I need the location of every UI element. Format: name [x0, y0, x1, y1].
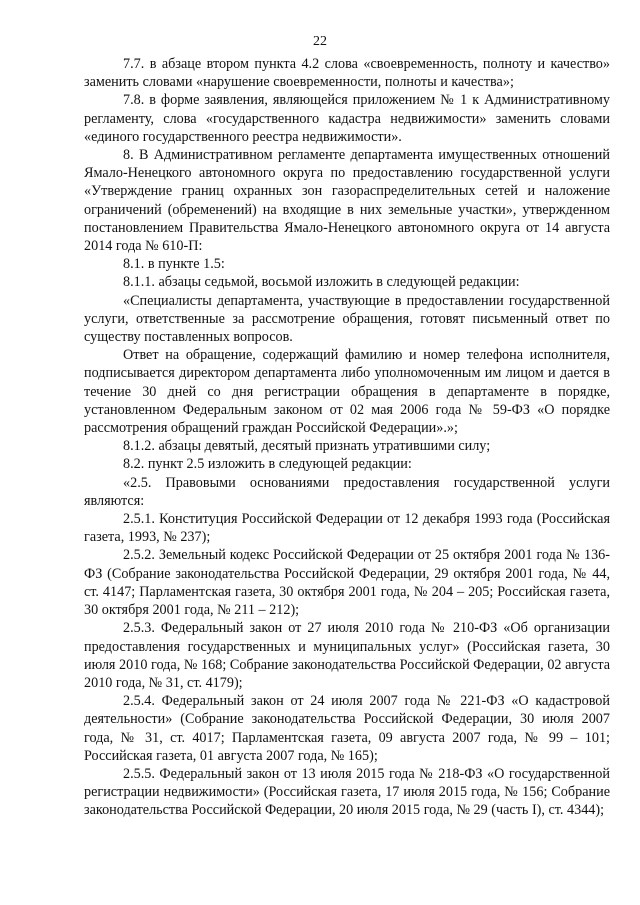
paragraph-specialists: «Специалисты департамента, участвующие в предоставлении государственной услуги, ответственные за рассмотрение обращения, готовят письменный ответ по существу поставленных вопросов. [84, 292, 610, 346]
paragraph-2-5-5: 2.5.5. Федеральный закон от 13 июля 2015 года № 218-ФЗ «О государственной регистрации недвижимости» (Российская газета, 17 июля 2015 года, № 156; Собрание законодательства Российской Федерации, 20 июля 2015 года, № 29 (часть I), ст. 4344); [84, 765, 610, 819]
document-body [84, 55, 610, 820]
paragraph-8-1: 8.1. в пункте 1.5: [123, 256, 225, 273]
paragraph-2-5-3: 2.5.3. Федеральный закон от 27 июля 2010 года № 210-ФЗ «Об организации предоставления государственных и муниципальных услуг» (Российская газета, 30 июля 2010 года, № 168; Собрание законодательства Российской Федерации, 02 августа 2010 года, № 31, ст. 4179); [84, 620, 610, 691]
paragraph-8-2: 8.2. пункт 2.5 изложить в следующей редакции: [123, 456, 412, 473]
paragraph-7-8: 7.8. в форме заявления, являющейся приложением № 1 к Административному регламенту, слова «государственного кадастра недвижимости» заменить словами «единого государственного реестра недвижимости». [84, 92, 610, 145]
page-number: 22 [313, 34, 327, 49]
paragraph-2-5-4: 2.5.4. Федеральный закон от 24 июля 2007 года № 221-ФЗ «О кадастровой деятельности» (Собрание законодательства Российской Федерации, 30 июля 2007 года, № 31, ст. 4017; Парламентская газета, 09 августа 2007 года, № 99 – 101; Российская газета, 01 августа 2007 года, № 165); [84, 693, 610, 764]
paragraph-8: 8. В Административном регламенте департамента имущественных отношений Ямало-Ненецкого автономного округа по предоставлению государственной услуги «Утверждение границ охранных зон газораспределительных сетей и наложение ограничений (обременений) на входящие в них земельные участки», утвержденном постановлением Правительства Ямало-Ненецкого автономного округа от 14 августа 2014 года № 610-П: [84, 147, 610, 255]
paragraph-2-5: «2.5. Правовыми основаниями предоставления государственной услуги являются: [84, 474, 610, 509]
paragraph-response: Ответ на обращение, содержащий фамилию и номер телефона исполнителя, подписывается директором департамента либо уполномоченным им лицом и дается в течение 30 дней со дня регистрации обращения в департаменте в порядке, установленном Федеральным законом от 02 мая 2006 года № 59-ФЗ «О порядке рассмотрения обращений граждан Российской Федерации».»; [84, 347, 610, 437]
paragraph-8-1-2: 8.1.2. абзацы девятый, десятый признать утратившими силу; [123, 438, 491, 455]
paragraph-2-5-2: 2.5.2. Земельный кодекс Российской Федерации от 25 октября 2001 года № 136-ФЗ (Собрание законодательства Российской Федерации, 29 октября 2001 года, № 44, ст. 4147; Парламентская газета, 30 октября 2001 года, № 204 – 205; Российская газета, 30 октября 2001 года, № 211 – 212); [84, 547, 610, 619]
paragraph-7-7: 7.7. в абзаце втором пункта 4.2 слова «своевременность, полноту и качество» заменить словами «нарушение своевременности, полноты и качества»; [84, 56, 610, 91]
paragraph-2-5-1: 2.5.1. Конституция Российской Федерации от 12 декабря 1993 года (Российская газета, 1993, № 237); [84, 511, 610, 546]
paragraph-8-1-1: 8.1.1. абзацы седьмой, восьмой изложить в следующей редакции: [123, 274, 520, 291]
